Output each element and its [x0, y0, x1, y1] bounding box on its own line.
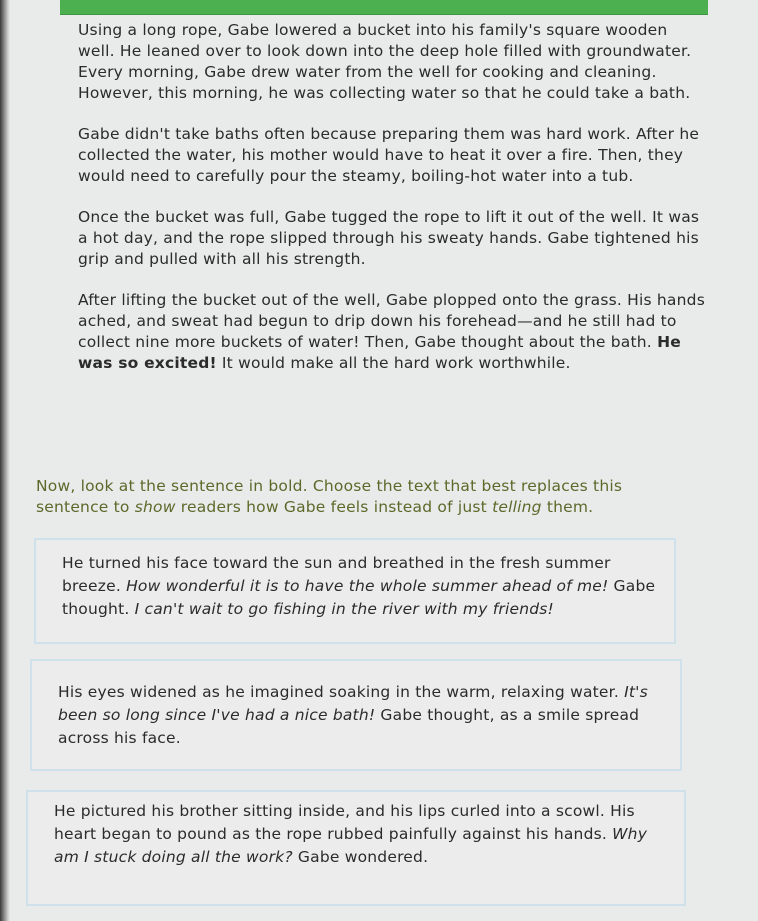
option-2-thought: It's been so long since I've had a nice bath!	[58, 683, 648, 724]
passage-paragraph-1: Using a long rope, Gabe lowered a bucket into his family's square wooden well. He leaned over to look down into the deep hole filled with groundwater. Every morning, Gabe drew water from the well for cooking and cleaning. However, this morning, he was collecting water so that he could take a bath.	[78, 21, 692, 102]
question-emphasis-show: show	[134, 498, 176, 516]
option-1-text-a: He turned his face toward the sun and breathed in the fresh summer breeze.	[62, 554, 611, 595]
passage-paragraph-2: Gabe didn't take baths often because preparing them was hard work. After he collected the water, his mother would have to heat it over a fire. Then, they would need to carefully pour the steamy, boiling-hot water into a tub.	[78, 125, 700, 185]
option-1-thought-2: I can't wait to go fishing in the river with my friends!	[134, 600, 554, 618]
option-3-text-a: He pictured his brother sitting inside, and his lips curled into a scowl. His heart began to pound as the rope rubbed painfully against his hands.	[54, 802, 635, 843]
paragraph-4-text-end: It would make all the hard work worthwhile.	[216, 354, 571, 372]
answer-option-1[interactable]	[34, 538, 676, 644]
progress-bar	[60, 0, 708, 15]
passage-paragraph-4	[78, 290, 708, 374]
question-emphasis-telling: telling	[492, 498, 542, 516]
paragraph-4-text-start: After lifting the bucket out of the well, Gabe plopped onto the grass. His hands ached, and sweat had begun to drip down his forehead—and he still had to collect nine more buckets of water! Then, Gabe thought about the bath.	[78, 291, 705, 351]
option-1-text-b: Gabe thought.	[62, 577, 656, 618]
option-2-text-b: Gabe thought, as a smile spread across his face.	[58, 706, 640, 747]
question-prompt	[36, 476, 696, 518]
bold-sentence: He was so excited!	[78, 333, 681, 372]
answer-option-2[interactable]	[30, 659, 682, 771]
option-3-thought: Why am I stuck doing all the work?	[54, 825, 648, 866]
option-2-text-a: His eyes widened as he imagined soaking in the warm, relaxing water.	[58, 683, 625, 701]
reading-passage	[78, 20, 708, 394]
option-3-text-b: Gabe wondered.	[292, 848, 429, 866]
question-text-1: Now, look at the sentence in bold. Choose the text that best replaces this sentence to	[36, 477, 623, 516]
question-text-2: readers how Gabe feels instead of just	[175, 498, 493, 516]
screen-edge-shadow	[0, 0, 10, 921]
passage-paragraph-3: Once the bucket was full, Gabe tugged the rope to lift it out of the well. It was a hot day, and the rope slipped through his sweaty hands. Gabe tightened his grip and pulled with all his strength.	[78, 208, 700, 268]
option-1-thought-1: How wonderful it is to have the whole summer ahead of me!	[126, 577, 609, 595]
answer-option-3[interactable]	[26, 790, 686, 906]
question-text-3: them.	[541, 498, 594, 516]
